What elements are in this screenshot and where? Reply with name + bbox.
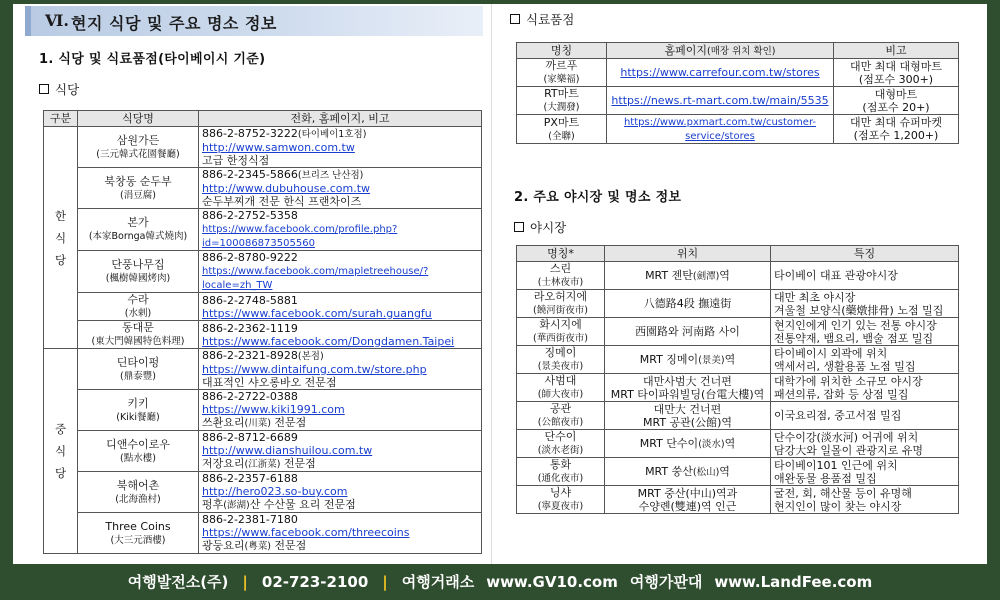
market-feature-line2: 현지인이 많이 찾는 야시장	[774, 499, 902, 513]
store-count: (점포수 1,200+)	[853, 129, 939, 142]
market-feature: 타이베이101 인근에 위치	[774, 458, 898, 472]
restaurant-note-tail: 전문점	[270, 416, 307, 429]
market-location: 대만大 건너편	[653, 402, 722, 416]
market-location-cell	[605, 458, 771, 486]
market-name-cell	[517, 458, 605, 486]
checkbox-square-icon	[514, 222, 524, 232]
footer-company: 여행발전소(주)	[127, 573, 229, 591]
restaurant-table-header	[44, 111, 482, 127]
section1-title: 1. 식당 및 식료품점(타이베이시 기준)	[39, 52, 266, 67]
market-location-tail: 역	[724, 352, 736, 366]
grocery-table-header	[517, 43, 959, 59]
restaurant-name-chinese: (本家Bornga韓式燒肉)	[88, 231, 188, 242]
contact-cell	[199, 293, 482, 321]
restaurant-note: 저장요리	[202, 457, 245, 470]
header-market-name: 명칭*	[517, 246, 605, 262]
phone-note: (브리즈 난산점)	[297, 170, 364, 181]
market-feature: 굴전, 회, 해산물 등이 유명해	[774, 486, 912, 500]
market-feature: 대학가에 위치한 소규모 야시장	[774, 374, 923, 388]
homepage-link[interactable]: https://www.facebook.com/threecoins	[202, 526, 410, 539]
restaurant-name-cell	[78, 390, 199, 431]
market-feature: 타이베이시 외곽에 위치	[774, 346, 888, 360]
banner-roman-numeral: Ⅵ.	[45, 11, 69, 30]
groceries-heading-label: 식료품점	[526, 12, 575, 27]
market-location-line2: MRT 타이파워빌딩(台電大樓)역	[610, 387, 765, 401]
store-name-cell	[517, 115, 607, 144]
table-row	[44, 472, 482, 513]
footer-price-label: 여행가판대	[629, 573, 703, 591]
market-feature-line2: 액세서리, 생활용품 노점 밀집	[774, 359, 916, 373]
table-row	[44, 390, 482, 431]
restaurant-name: 북해어촌	[116, 478, 160, 492]
market-name: 징메이	[544, 346, 577, 359]
phone-number: 886-2-8712-6689	[202, 431, 298, 444]
table-row	[517, 430, 959, 458]
night-market-table-header	[517, 246, 959, 262]
restaurant-name-cell	[78, 321, 199, 349]
market-name-chinese: (師大夜市)	[537, 389, 584, 400]
phone-number: 886-2-2752-5358	[202, 209, 298, 222]
market-location-tail: 역	[724, 436, 736, 450]
market-feature: 단수이강(淡水河) 어귀에 위치	[774, 430, 919, 444]
phone-number: 886-2-2748-5881	[202, 293, 298, 307]
market-name-cell	[517, 374, 605, 402]
market-name-chinese: (通化夜市)	[537, 473, 584, 484]
night-market-heading-label: 야시장	[530, 220, 567, 235]
market-location-cell	[605, 374, 771, 402]
table-row	[517, 262, 959, 290]
market-feature-line2: 전통약재, 뱀요리, 뱀술 점포 밀집	[774, 331, 934, 345]
market-location: 대만사범大 건너편	[643, 374, 732, 388]
market-name-chinese: (饒河街夜市)	[533, 305, 588, 316]
market-feature: 이국요리점, 중고서점 밀집	[774, 409, 902, 422]
market-location-chinese: (劍潭)	[692, 270, 720, 282]
market-name: 공관	[549, 402, 572, 415]
grocery-table	[516, 42, 959, 144]
restaurant-name: 북창동 순두부	[104, 174, 172, 188]
market-name-chinese: (景美夜市)	[537, 361, 584, 372]
restaurant-name: 삼원가든	[116, 133, 160, 147]
market-features-cell	[771, 318, 959, 346]
market-location-cell	[605, 486, 771, 514]
homepage-link[interactable]: https://www.facebook.com/Dongdamen.Taipei	[202, 334, 455, 348]
restaurant-name-chinese: (楓樹韓國烤肉)	[105, 273, 171, 284]
market-location-line2: 수양롄(雙連)역 인근	[638, 499, 737, 513]
table-row	[517, 402, 959, 430]
restaurant-note-cuisine: (澎湖)	[223, 500, 250, 511]
column-divider	[491, 4, 492, 564]
checkbox-square-icon	[39, 84, 49, 94]
table-row	[44, 251, 482, 293]
phone-note: (본점)	[297, 351, 324, 362]
footer-price-link[interactable]: www.LandFee.com	[714, 573, 873, 591]
market-features-cell	[771, 346, 959, 374]
footer-agency-link[interactable]: www.GV10.com	[486, 573, 618, 591]
restaurant-name-chinese: (大三元酒樓)	[110, 534, 166, 546]
table-row	[44, 321, 482, 349]
contact-cell	[199, 321, 482, 349]
header-homepage-label: 홈페이지	[664, 43, 707, 57]
market-location-cell	[605, 262, 771, 290]
header-restaurant-name: 식당명	[78, 111, 199, 127]
contact-cell	[199, 209, 482, 251]
store-name-cell	[517, 59, 607, 87]
footer-agency-label: 여행거래소	[401, 573, 475, 591]
store-name-chinese: (全聯)	[548, 130, 575, 142]
homepage-link[interactable]: https://www.dintaifung.com.tw/store.php	[202, 363, 427, 376]
table-row	[44, 127, 482, 168]
market-name: 닝샤	[549, 486, 572, 499]
market-name: 사범대	[544, 374, 577, 387]
section2-title: 2. 주요 야시장 및 명소 정보	[514, 190, 682, 205]
market-name: 화시지에	[539, 318, 582, 331]
restaurant-note: 대표적인 샤오롱바오 전문점	[202, 376, 337, 389]
document-page	[13, 4, 987, 564]
header-features: 특징	[771, 246, 959, 262]
market-name-cell	[517, 290, 605, 318]
store-note-cell	[834, 87, 959, 115]
market-features-cell	[771, 486, 959, 514]
banner-title: 현지 식당 및 주요 명소 정보	[71, 14, 277, 33]
homepage-link[interactable]: https://www.facebook.com/mapletreehouse/?locale=zh_TW	[202, 266, 429, 291]
store-note: 대형마트	[874, 87, 918, 101]
header-note: 비고	[834, 43, 959, 59]
groceries-heading	[510, 10, 574, 28]
homepage-link[interactable]: http://hero023.so-buy.com	[202, 485, 348, 498]
phone-note: (타이베이1호점)	[297, 129, 367, 140]
header-homepage	[607, 43, 834, 59]
phone-number: 886-2-2345-5866	[202, 168, 298, 181]
phone-number: 886-2-8752-3222	[202, 127, 298, 140]
homepage-link[interactable]: http://www.dianshuilou.com.tw	[202, 444, 373, 457]
restaurant-name: 단풍나무집	[111, 258, 165, 271]
market-location-chinese: (景美)	[698, 354, 725, 366]
store-link-cell	[607, 87, 834, 115]
market-name: 스린	[549, 262, 572, 275]
market-location-chinese: (松山)	[692, 466, 720, 478]
market-location: MRT 젠탄	[645, 268, 693, 282]
header-name: 명칭	[517, 43, 607, 59]
store-note-cell	[834, 115, 959, 144]
market-location-line2: MRT 공관(公館)역	[642, 415, 732, 429]
contact-cell	[199, 431, 482, 472]
restaurant-name-chinese: (北海漁村)	[115, 493, 161, 505]
homepage-link[interactable]: https://www.facebook.com/surah.guangfu	[202, 306, 432, 320]
store-link-cell	[607, 59, 834, 87]
phone-number: 886-2-2357-6188	[202, 472, 298, 485]
table-row	[517, 458, 959, 486]
market-location: 八德路4段 撫遠街	[643, 297, 732, 310]
header-contact: 전화, 홈페이지, 비고	[199, 111, 482, 127]
restaurant-name-cell	[78, 209, 199, 251]
market-location-tail: 역	[719, 268, 730, 282]
market-location-cell	[605, 430, 771, 458]
store-homepage-link[interactable]: https://www.pxmart.com.tw/customer-service/stores	[623, 117, 817, 142]
table-row	[517, 59, 959, 87]
market-name-cell	[517, 318, 605, 346]
table-row	[517, 346, 959, 374]
table-row	[517, 290, 959, 318]
table-row	[517, 374, 959, 402]
market-feature-line2: 애완동물 용품점 밀집	[774, 471, 877, 485]
restaurant-name-chinese: (水剌)	[124, 308, 152, 319]
market-location-cell	[605, 290, 771, 318]
restaurant-note: 고급 한정식점	[202, 154, 270, 167]
store-homepage-link[interactable]: https://news.rt-mart.com.tw/main/5535	[611, 94, 829, 107]
market-features-cell	[771, 262, 959, 290]
market-name-cell	[517, 402, 605, 430]
restaurant-note: 쓰촨요리	[202, 416, 245, 429]
table-row	[517, 87, 959, 115]
market-name: 라오허지에	[533, 290, 588, 303]
market-features-cell	[771, 430, 959, 458]
footer-separator: |	[242, 573, 248, 591]
restaurant-name-cell	[78, 293, 199, 321]
store-name: PX마트	[543, 115, 580, 129]
restaurant-name-cell	[78, 127, 199, 168]
restaurant-note-tail: 전문점	[270, 539, 307, 552]
store-homepage-link[interactable]: https://www.carrefour.com.tw/stores	[620, 66, 820, 79]
restaurant-name-cell	[78, 349, 199, 390]
restaurant-name: 동대문	[122, 321, 154, 334]
table-row	[517, 115, 959, 144]
table-row	[44, 349, 482, 390]
restaurant-name-cell	[78, 168, 199, 209]
market-name-chinese: (公館夜市)	[537, 417, 584, 428]
contact-cell	[199, 390, 482, 431]
restaurant-name-chinese: (三元韓式花園餐廳)	[96, 148, 180, 160]
market-location-chinese: (淡水)	[698, 438, 725, 450]
restaurant-note-cuisine: (江浙菜)	[244, 459, 281, 470]
restaurant-note-tail: 전문점	[280, 457, 316, 470]
market-feature: 대만 최초 야시장	[774, 290, 856, 304]
market-location: MRT 단수이	[639, 436, 699, 450]
market-feature: 타이베이 대표 관광야시장	[774, 269, 898, 282]
phone-number: 886-2-8780-9222	[202, 251, 298, 264]
table-row	[44, 168, 482, 209]
footer-bar	[0, 566, 1000, 598]
restaurant-name-chinese: (東大門韓國特色料理)	[91, 336, 185, 347]
night-market-heading	[514, 218, 566, 236]
store-note: 대만 최대 슈퍼마켓	[849, 116, 942, 129]
restaurant-note: 펑후	[202, 498, 224, 511]
restaurant-name: 본가	[127, 216, 149, 229]
restaurant-note-tail: 산 수산물 요리 전문점	[249, 498, 356, 511]
table-row	[517, 486, 959, 514]
market-features-cell	[771, 374, 959, 402]
market-feature: 현지인에게 인기 있는 전통 야시장	[774, 318, 937, 332]
restaurant-name-chinese: (Kiki餐廳)	[116, 411, 160, 423]
restaurant-name: 딘타이펑	[116, 355, 160, 369]
market-location: MRT 징메이	[639, 352, 699, 366]
market-name-chinese: (寧夏夜市)	[537, 501, 584, 512]
phone-number: 886-2-2722-0388	[202, 390, 298, 403]
store-count: (점포수 300+)	[858, 72, 934, 86]
restaurant-note: 광둥요리	[202, 539, 245, 552]
restaurant-table	[43, 110, 482, 554]
market-location-tail: 역	[719, 464, 730, 478]
contact-cell	[199, 168, 482, 209]
table-row	[44, 293, 482, 321]
market-location: MRT 쑹산	[645, 464, 693, 478]
contact-cell	[199, 349, 482, 390]
header-category: 구분	[44, 111, 78, 127]
restaurants-heading	[39, 80, 79, 98]
market-feature-line2: 겨울철 보양식(藥燉排骨) 노점 밀집	[774, 303, 944, 317]
market-location-cell	[605, 318, 771, 346]
contact-cell	[199, 251, 482, 293]
restaurant-name: 디앤수이로우	[106, 437, 170, 451]
store-name-chinese: (大潤發)	[543, 102, 580, 113]
market-name-cell	[517, 486, 605, 514]
restaurant-name-cell	[78, 472, 199, 513]
store-count: (점포수 20+)	[862, 100, 930, 114]
market-location-cell	[605, 402, 771, 430]
market-location-cell	[605, 346, 771, 374]
restaurant-name-cell	[78, 251, 199, 293]
homepage-link[interactable]: https://www.kiki1991.com	[202, 403, 345, 416]
restaurant-name-chinese: (涓豆腐)	[120, 189, 156, 201]
homepage-link[interactable]: http://www.dubuhouse.com.tw	[202, 182, 371, 195]
phone-number: 886-2-2381-7180	[202, 513, 298, 526]
restaurant-note-cuisine: (川菜)	[244, 418, 271, 429]
market-features-cell	[771, 458, 959, 486]
table-row	[44, 209, 482, 251]
market-name: 통화	[549, 458, 572, 471]
market-name: 단수이	[544, 430, 577, 443]
contact-cell	[199, 127, 482, 168]
store-note: 대만 최대 대형마트	[849, 59, 942, 73]
market-name-chinese: (士林夜市)	[537, 277, 584, 288]
market-name-chinese: (淡水老街)	[537, 445, 584, 456]
left-column	[25, 4, 485, 564]
market-name-cell	[517, 430, 605, 458]
restaurant-name: 키키	[127, 396, 149, 410]
market-location: MRT 중산(中山)역과	[637, 486, 738, 500]
phone-number: 886-2-2321-8928	[202, 349, 298, 362]
restaurant-note: 순두부찌개 전문 한식 프랜차이즈	[202, 195, 362, 208]
footer-phone: 02-723-2100	[261, 573, 369, 591]
contact-cell	[199, 472, 482, 513]
store-name-cell	[517, 87, 607, 115]
category-cell: 중 식 당	[44, 349, 78, 554]
phone-number: 886-2-2362-1119	[202, 321, 298, 335]
store-name-chinese: (家樂福)	[543, 74, 580, 85]
contact-cell	[199, 513, 482, 554]
night-market-table	[516, 245, 959, 514]
header-homepage-note: (매장 위치 확인)	[707, 45, 776, 57]
section-banner	[25, 6, 483, 36]
restaurant-name-chinese: (鼎泰豐)	[120, 370, 156, 382]
restaurant-name-cell	[78, 431, 199, 472]
market-features-cell	[771, 290, 959, 318]
homepage-link[interactable]: http://www.samwon.com.tw	[202, 141, 355, 154]
checkbox-square-icon	[510, 14, 520, 24]
store-name: 까르푸	[545, 59, 578, 72]
market-features-cell	[771, 402, 959, 430]
category-cell: 한 식 당	[44, 127, 78, 349]
restaurant-name: Three Coins	[105, 519, 171, 533]
market-location: 西園路와 河南路 사이	[635, 325, 740, 338]
right-column	[502, 4, 978, 564]
market-feature-line2: 패션의류, 잡화 등 상점 밀집	[774, 387, 909, 401]
restaurant-name: 수라	[127, 293, 149, 306]
store-link-cell	[607, 115, 834, 144]
restaurant-note-cuisine: (粵菜)	[244, 541, 271, 552]
restaurants-heading-label: 식당	[55, 82, 80, 97]
store-note-cell	[834, 59, 959, 87]
homepage-link[interactable]: https://www.facebook.com/profile.php?id=100086873505560	[202, 224, 398, 249]
market-name-cell	[517, 262, 605, 290]
market-feature-line2: 담강大와 일몰이 관광지로 유명	[774, 443, 924, 457]
footer-separator: |	[382, 573, 388, 591]
table-row	[44, 513, 482, 554]
market-name-chinese: (華西街夜市)	[533, 333, 588, 344]
market-name-cell	[517, 346, 605, 374]
table-row	[517, 318, 959, 346]
table-row	[44, 431, 482, 472]
restaurant-name-cell	[78, 513, 199, 554]
restaurant-name-chinese: (點水樓)	[120, 452, 156, 464]
store-name: RT마트	[544, 87, 579, 100]
header-location: 위치	[605, 246, 771, 262]
